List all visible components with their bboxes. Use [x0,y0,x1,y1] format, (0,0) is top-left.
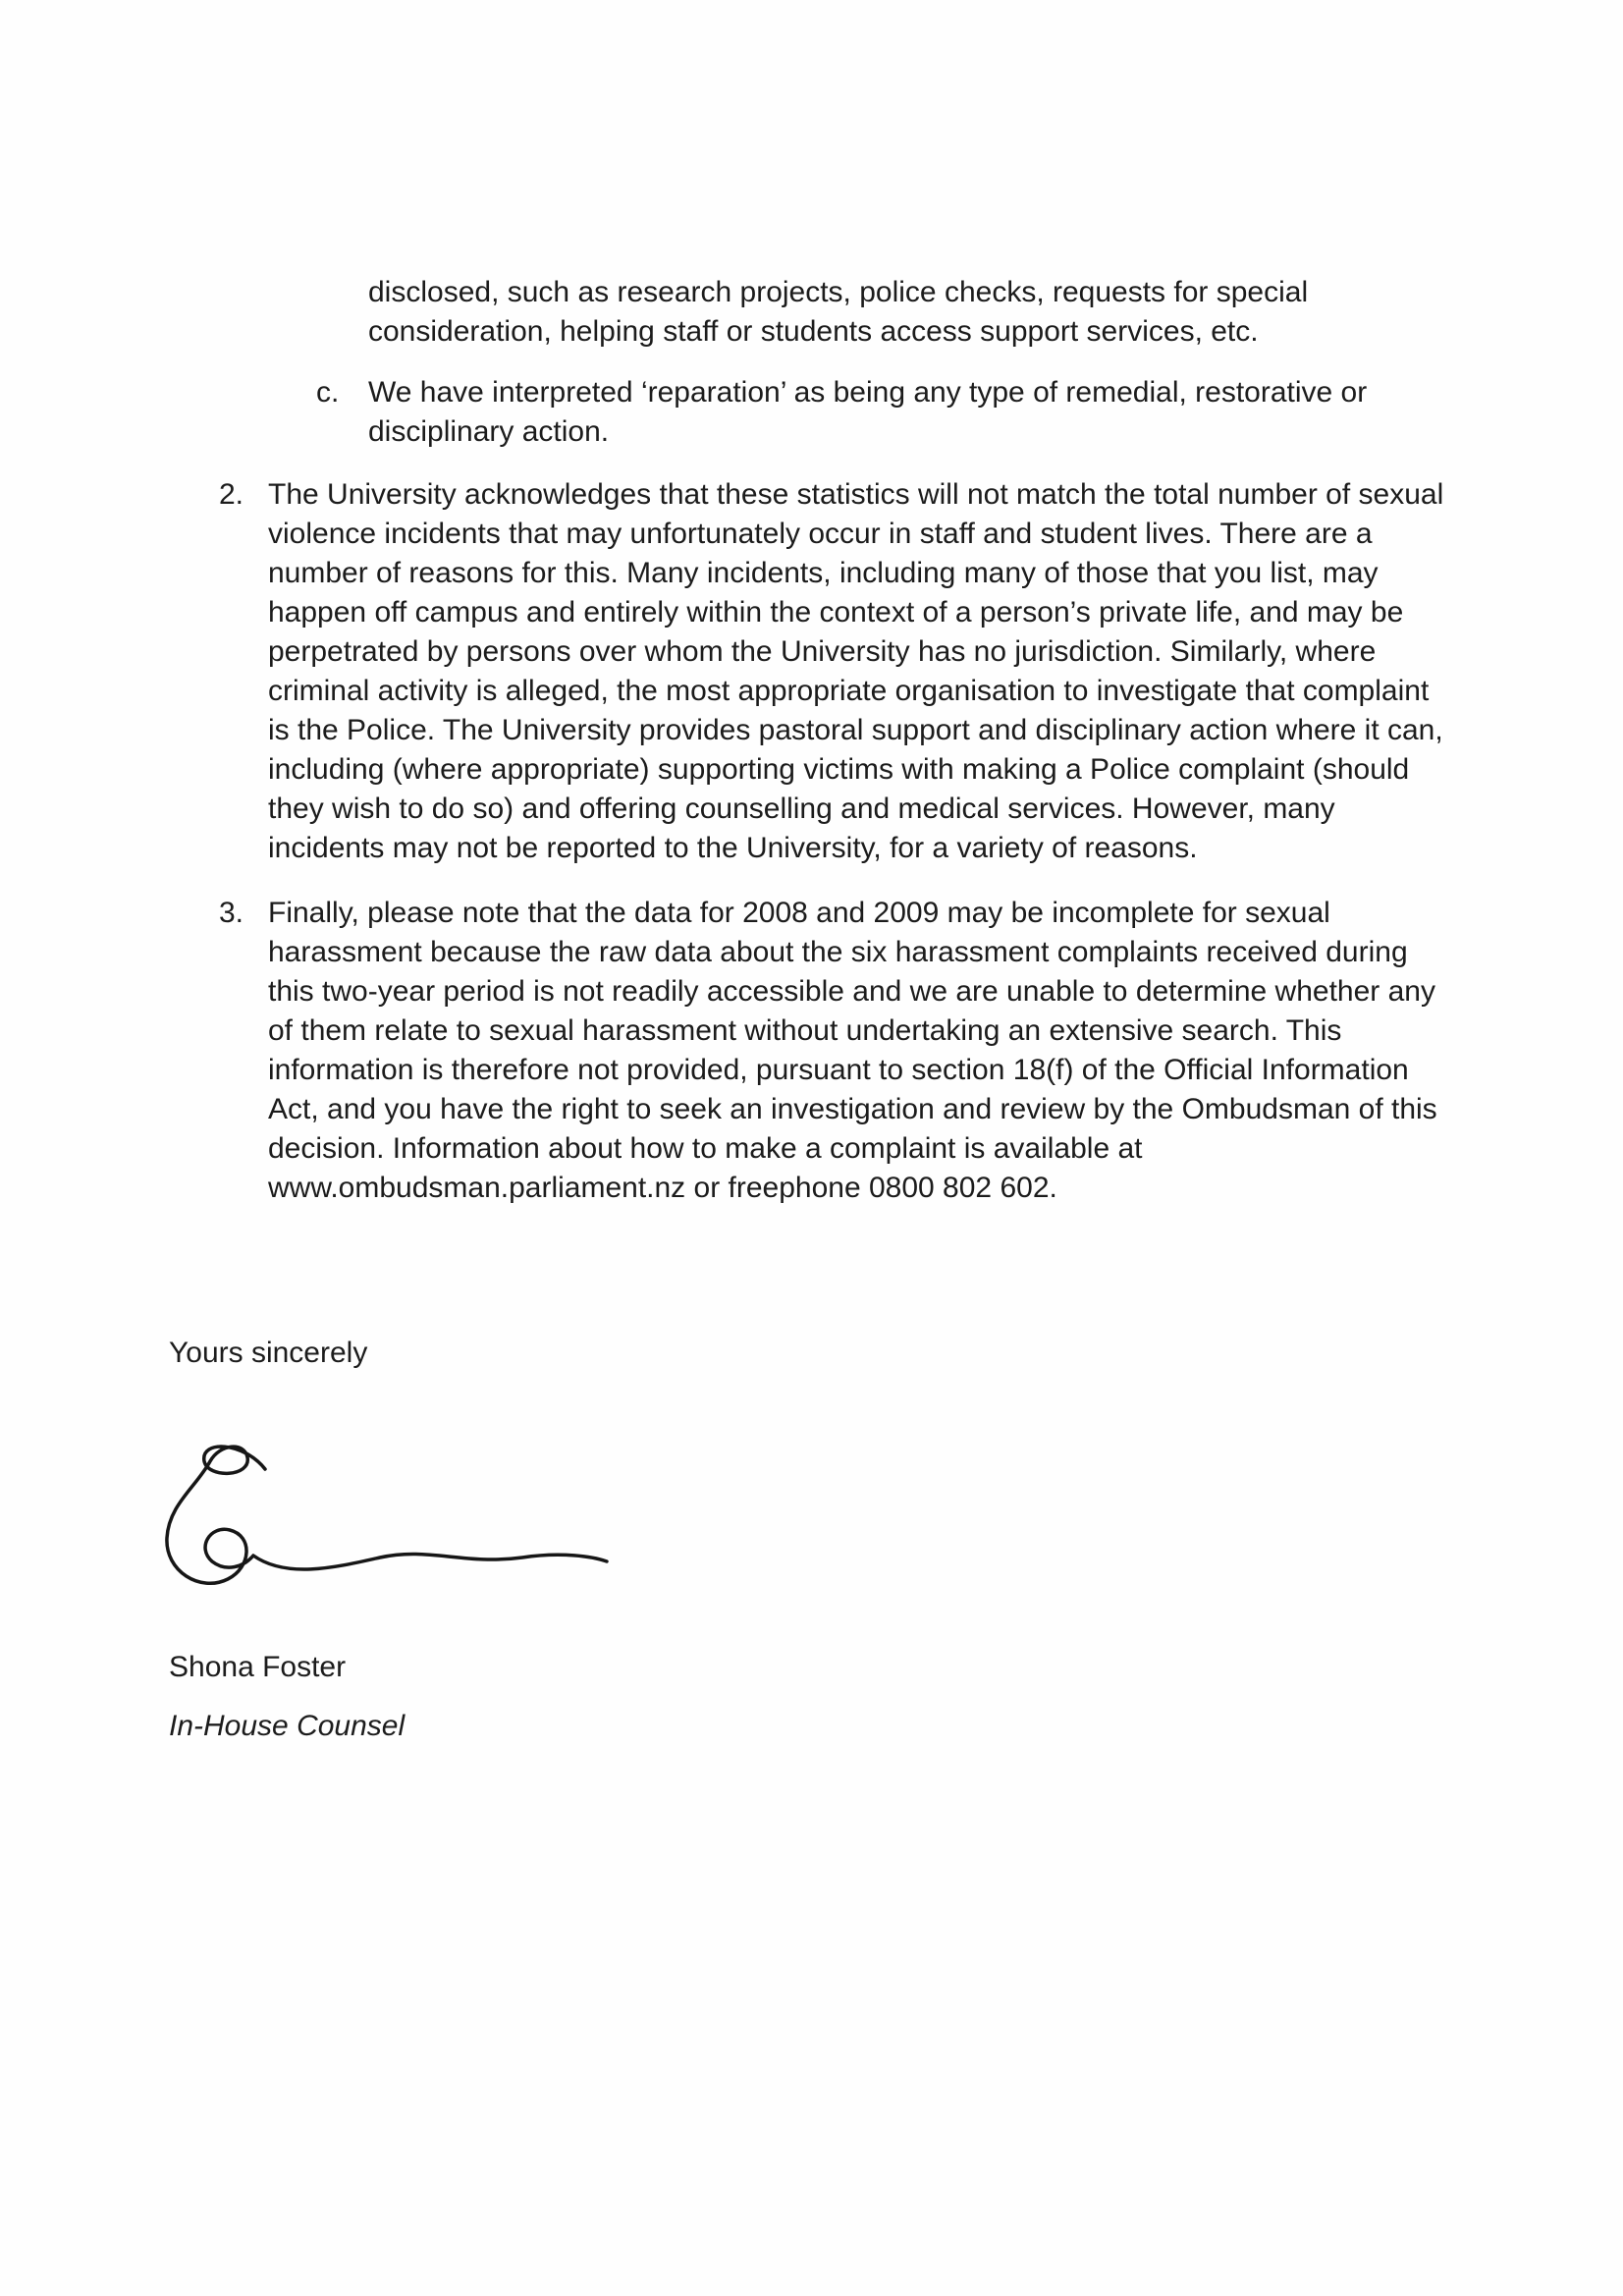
numbered-item-3-marker: 3. [219,897,244,929]
numbered-item-3 [219,894,1458,1208]
signature-scribble-icon [149,1432,621,1609]
numbered-item-2-text: The University acknowledges that these statistics will not match the total number of sexual violence incidents that may unfortunately occur in staff and student lives. There are a number of reasons for this. Many incidents, including many of those that you list, may happen off campus and entirely within the context of a person’s private life, and may be perpetrated by persons over whom the University has no jurisdiction. Similarly, where criminal activity is alleged, the most appropriate organisation to investigate that complaint is the Police. The University provides pastoral support and disciplinary action where it can, including (where appropriate) supporting victims with making a Police complaint (should they wish to do so) and offering counselling and medical services. However, many incidents may not be reported to the University, for a variety of reasons. [268,478,1444,864]
signatory-title: In-House Counsel [169,1710,406,1742]
sub-item-c-marker: c. [316,376,340,409]
sub-item-c [316,373,1424,452]
sub-item-c-text: We have interpreted ‘reparation’ as being any type of remedial, restorative or disciplinary action. [368,376,1368,448]
numbered-item-2 [219,475,1458,868]
numbered-item-3-text: Finally, please note that the data for 2008 and 2009 may be incomplete for sexual harassment because the raw data about the six harassment complaints received during this two-year period is not readily accessible and we are unable to determine whether any of them relate to sexual harassment without undertaking an extensive search. This information is therefore not provided, pursuant to section 18(f) of the Official Information Act, and you have the right to seek an investigation and review by the Ombudsman of this decision. Information about how to make a complaint is available at www.ombudsman.parliament.nz or freephone 0800 802 602. [268,897,1437,1204]
continuation-text: disclosed, such as research projects, police checks, requests for special consideration, helping staff or students access support services, etc. [368,276,1309,348]
signatory-name: Shona Foster [169,1651,347,1683]
closing-block [169,1334,1623,1746]
continuation-paragraph [368,273,1424,352]
letter-body [0,273,1623,1746]
numbered-item-2-marker: 2. [219,478,244,511]
closing-salutation: Yours sincerely [169,1337,368,1369]
